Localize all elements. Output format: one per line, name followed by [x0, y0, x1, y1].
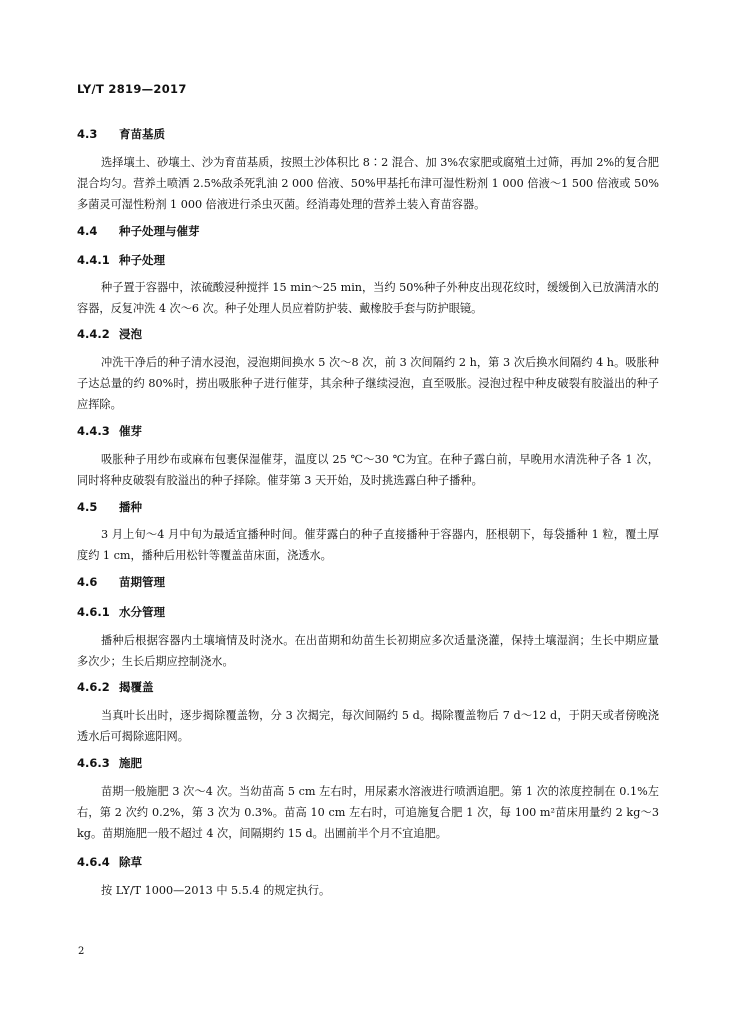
section-title: 除草: [119, 855, 142, 869]
section-heading-4-5: [77, 499, 142, 515]
section-title: 种子处理: [119, 253, 165, 267]
section-number: 4.6.1: [77, 605, 110, 619]
section-number: 4.4.3: [77, 424, 110, 438]
paragraph-4-4-1: 种子置于容器中，浓硫酸浸种搅拌 15 min～25 min，当约 50%种子外种皮出现花纹时，缓缓倒入已放满清水的容器，反复冲洗 4 次～6 次。种子处理人员应着防护装、戴橡胶手套与防护眼镜。: [77, 281, 659, 315]
section-title: 施肥: [119, 756, 142, 770]
section-title: 种子处理与催芽: [119, 224, 200, 238]
section-number: 4.6.3: [77, 756, 110, 770]
section-title: 育苗基质: [119, 127, 165, 141]
section-heading-4-6-4: [77, 854, 142, 870]
section-heading-4-6-1: [77, 604, 165, 620]
section-number: 4.3: [77, 127, 98, 141]
section-number: 4.6: [77, 575, 98, 589]
section-number: 4.4.1: [77, 253, 110, 267]
section-title: 播种: [119, 500, 142, 514]
paragraph-4-4-2: 冲洗干净后的种子清水浸泡，浸泡期间换水 5 次～8 次，前 3 次间隔约 2 h，第 3 次后换水间隔约 4 h。吸胀种子达总量的约 80%时，捞出吸胀种子进行催芽，其余种子继续浸泡，直至吸胀。浸泡过程中种皮破裂有胶溢出的种子应挥除。: [77, 356, 659, 411]
paragraph-4-6-4: 按 LY/T 1000—2013 中 5.5.4 的规定执行。: [101, 884, 331, 897]
section-number: 4.4: [77, 224, 98, 238]
section-title: 浸泡: [119, 327, 142, 341]
section-heading-4-4-1: [77, 252, 165, 268]
section-number: 4.6.2: [77, 680, 110, 694]
section-heading-4-4-3: [77, 423, 142, 439]
standard-code-header: LY/T 2819—2017: [77, 82, 187, 96]
section-title: 催芽: [119, 424, 142, 438]
section-title: 揭覆盖: [119, 680, 154, 694]
section-number: 4.4.2: [77, 327, 110, 341]
paragraph-4-5: 3 月上旬～4 月中旬为最适宜播种时间。催芽露白的种子直接播种于容器内，胚根朝下，每袋播种 1 粒，覆土厚度约 1 cm，播种后用松针等覆盖苗床面，浇透水。: [77, 528, 659, 562]
section-title: 水分管理: [119, 605, 165, 619]
section-heading-4-4: [77, 223, 200, 239]
section-number: 4.6.4: [77, 855, 110, 869]
paragraph-4-4-3: 吸胀种子用纱布或麻布包裹保湿催芽，温度以 25 ℃～30 ℃为宜。在种子露白前，早晚用水清洗种子各 1 次，同时将种皮破裂有胶溢出的种子择除。催芽第 3 天开始，及时挑选露白种子播种。: [77, 453, 659, 487]
section-heading-4-3: [77, 126, 165, 142]
paragraph-4-6-3: 苗期一般施肥 3 次～4 次。当幼苗高 5 cm 左右时，用尿素水溶液进行喷洒追肥。第 1 次的浓度控制在 0.1%左右，第 2 次约 0.2%，第 3 次为 0.3%。苗高 10 cm 左右时，可追施复合肥 1 次，每 100 m²苗床用量约 2 kg～3 kg。苗期施肥一般不超过 4 次，间隔期约 15 d。出圃前半个月不宜追肥。: [77, 785, 659, 840]
section-heading-4-6-2: [77, 679, 154, 695]
section-title: 苗期管理: [119, 575, 165, 589]
paragraph-4-6-2: 当真叶长出时，逐步揭除覆盖物，分 3 次揭完，每次间隔约 5 d。揭除覆盖物后 7 d～12 d，于阴天或者傍晚浇透水后可揭除遮阳网。: [77, 709, 659, 743]
paragraph-4-6-1: 播种后根据容器内土壤墒情及时浇水。在出苗期和幼苗生长初期应多次适量浇灌，保持土壤湿润；生长中期应量多次少；生长后期应控制浇水。: [77, 634, 659, 668]
page-number: 2: [78, 946, 85, 957]
section-heading-4-4-2: [77, 326, 142, 342]
paragraph-4-3: 选择壤土、砂壤土、沙为育苗基质，按照土沙体积比 8∶2 混合、加 3%农家肥或腐殖土过筛，再加 2%的复合肥混合均匀。营养土喷洒 2.5%敌杀死乳油 2 000 倍液、50%甲基托布津可湿性粉剂 1 000 倍液～1 500 倍液或 50%多菌灵可湿性粉剂 1 000 倍液进行杀虫灭菌。经消毒处理的营养土装入育苗容器。: [77, 156, 659, 211]
section-heading-4-6: [77, 574, 165, 590]
section-number: 4.5: [77, 500, 98, 514]
section-heading-4-6-3: [77, 755, 142, 771]
